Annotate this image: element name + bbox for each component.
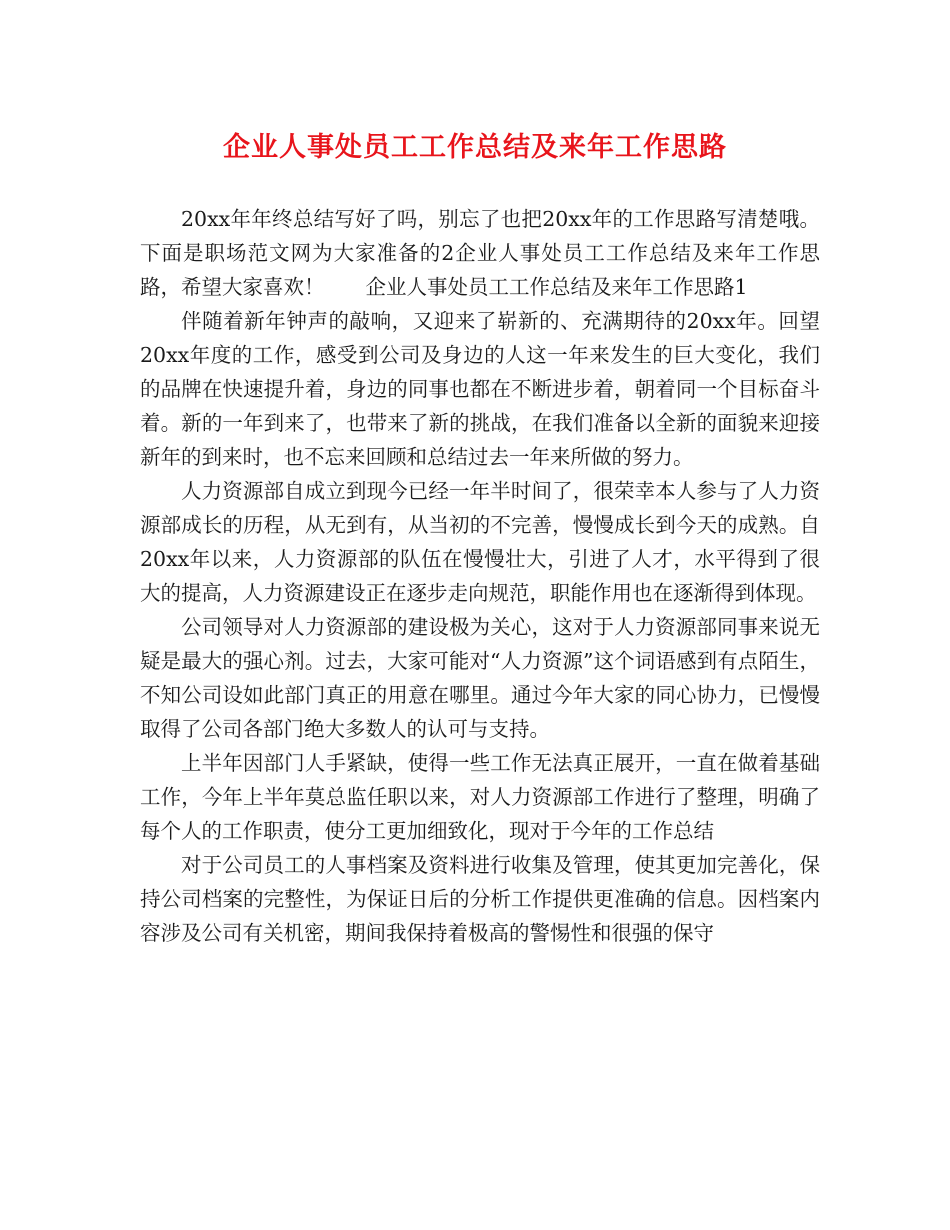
paragraph-intro: 20xx年年终总结写好了吗，别忘了也把20xx年的工作思路写清楚哦。下面是职场范文网为大家准备的2企业人事处员工工作总结及来年工作思路，希望大家喜欢！ 企业人事处员工工作总结及来年工作思路1 <box>140 207 820 299</box>
document-title: 企业人事处员工工作总结及来年工作思路 <box>223 132 727 163</box>
paragraph-archives: 对于公司员工的人事档案及资料进行收集及管理，使其更加完善化，保持公司档案的完整性，为保证日后的分析工作提供更准确的信息。因档案内容涉及公司有关机密，期间我保持着极高的警惕性和很强的保守 <box>140 853 820 945</box>
paragraph-new-year: 伴随着新年钟声的敲响，又迎来了崭新的、充满期待的20xx年。回望20xx年度的工作，感受到公司及身边的人这一年来发生的巨大变化，我们的品牌在快速提升着，身边的同事也都在不断进步着，朝着同一个目标奋斗着。新的一年到来了，也带来了新的挑战，在我们准备以全新的面貌来迎接新年的到来时，也不忘来回顾和总结过去一年来所做的努力。 <box>140 309 820 469</box>
paragraph-first-half: 上半年因部门人手紧缺，使得一些工作无法真正展开，一直在做着基础工作，今年上半年莫总监任职以来，对人力资源部工作进行了整理，明确了每个人的工作职责，使分工更加细致化，现对于今年的工作总结 <box>140 751 820 843</box>
document-body <box>140 202 820 950</box>
paragraph-hr-growth: 人力资源部自成立到现今已经一年半时间了，很荣幸本人参与了人力资源部成长的历程，从无到有，从当初的不完善，慢慢成长到今天的成熟。自20xx年以来，人力资源部的队伍在慢慢壮大，引进了人才，水平得到了很大的提高，人力资源建设正在逐步走向规范，职能作用也在逐渐得到体现。 <box>140 479 820 605</box>
paragraph-leadership: 公司领导对人力资源部的建设极为关心，这对于人力资源部同事来说无疑是最大的强心剂。过去，大家可能对“人力资源”这个词语感到有点陌生，不知公司设如此部门真正的用意在哪里。通过今年大家的同心协力，已慢慢取得了公司各部门绝大多数人的认可与支持。 <box>140 615 820 741</box>
